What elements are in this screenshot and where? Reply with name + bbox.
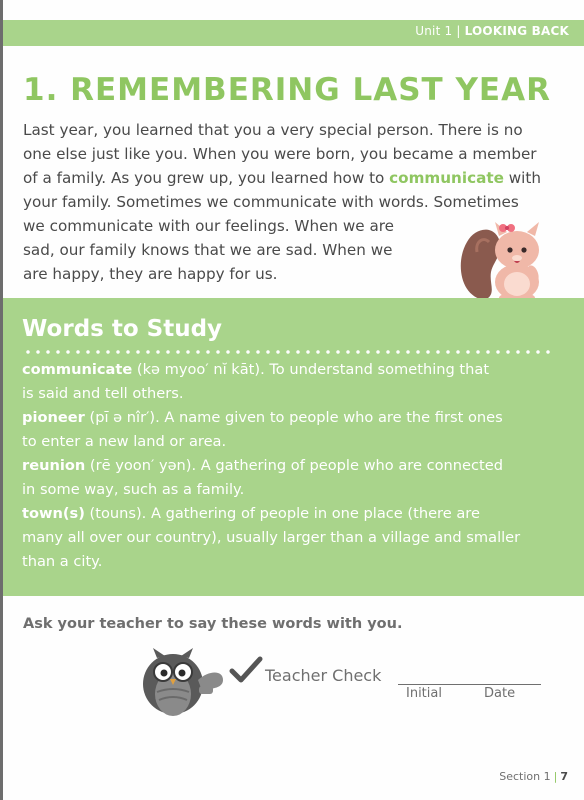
dotted-divider	[23, 350, 553, 354]
words-heading: Words to Study	[22, 316, 223, 342]
teacher-check-label: Teacher Check	[265, 666, 382, 685]
vocab-definition: (touns). A gathering of people in one place (there are	[84, 505, 480, 522]
date-label: Date	[484, 686, 516, 701]
vocab-definition-continued: many all over our country), usually larger than a village and smaller	[22, 529, 521, 546]
unit-label	[415, 24, 569, 38]
page-footer	[499, 770, 568, 783]
vocab-entry	[22, 502, 562, 526]
intro-line: sad, our family knows that we are sad. When we	[23, 241, 393, 259]
vocab-definition-continued: is said and tell others.	[22, 385, 184, 402]
vocab-term: town(s)	[22, 505, 85, 522]
intro-line	[23, 166, 568, 190]
intro-line: your family. Sometimes we communicate with words. Sometimes	[23, 193, 519, 211]
vocab-definition-continued: to enter a new land or area.	[22, 433, 227, 450]
signature-line	[398, 684, 541, 685]
intro-line: Last year, you learned that you a very special person. There is no	[23, 121, 523, 139]
intro-line: are happy, they are happy for us.	[23, 265, 278, 283]
intro-line: we communicate with our feelings. When we are	[23, 217, 395, 235]
vocab-term: pioneer	[22, 409, 85, 426]
vocabulary-list	[22, 358, 562, 574]
vocab-term: reunion	[22, 457, 86, 474]
teacher-instruction: Ask your teacher to say these words with you.	[23, 616, 403, 632]
vocab-entry	[22, 454, 562, 478]
words-to-study-panel	[3, 298, 584, 596]
initial-label: Initial	[406, 686, 442, 701]
vocab-definition: (kə myoo′ nĭ kāt). To understand something that	[132, 361, 490, 378]
lesson-title: 1. REMEMBERING LAST YEAR	[23, 72, 551, 108]
checkmark-icon	[229, 655, 263, 685]
vocab-definition-continued: in some way, such as a family.	[22, 481, 245, 498]
vocab-entry	[22, 406, 562, 430]
vocab-definition: (pī ə nîr′). A name given to people who are the first ones	[84, 409, 503, 426]
footer-section: Section 1	[499, 770, 551, 783]
vocab-entry	[22, 358, 562, 382]
intro-line-tail: with	[503, 169, 541, 187]
footer-separator: |	[553, 770, 558, 783]
intro-line: one else just like you. When you were born, you became a member	[23, 145, 537, 163]
highlight-word: communicate	[389, 169, 504, 187]
owl-illustration	[143, 646, 225, 726]
squirrel-illustration	[455, 212, 555, 302]
unit-number: Unit 1	[415, 24, 453, 38]
header-band	[3, 20, 584, 46]
page-number: 7	[560, 770, 568, 783]
intro-line-text: of a family. As you grew up, you learned how to	[23, 169, 390, 187]
vocab-definition-continued: than a city.	[22, 553, 103, 570]
header-separator: |	[456, 24, 461, 38]
vocab-definition: (rē yoon′ yən). A gathering of people who are connected	[85, 457, 503, 474]
vocab-term: communicate	[22, 361, 133, 378]
unit-section-title: LOOKING BACK	[464, 24, 569, 38]
